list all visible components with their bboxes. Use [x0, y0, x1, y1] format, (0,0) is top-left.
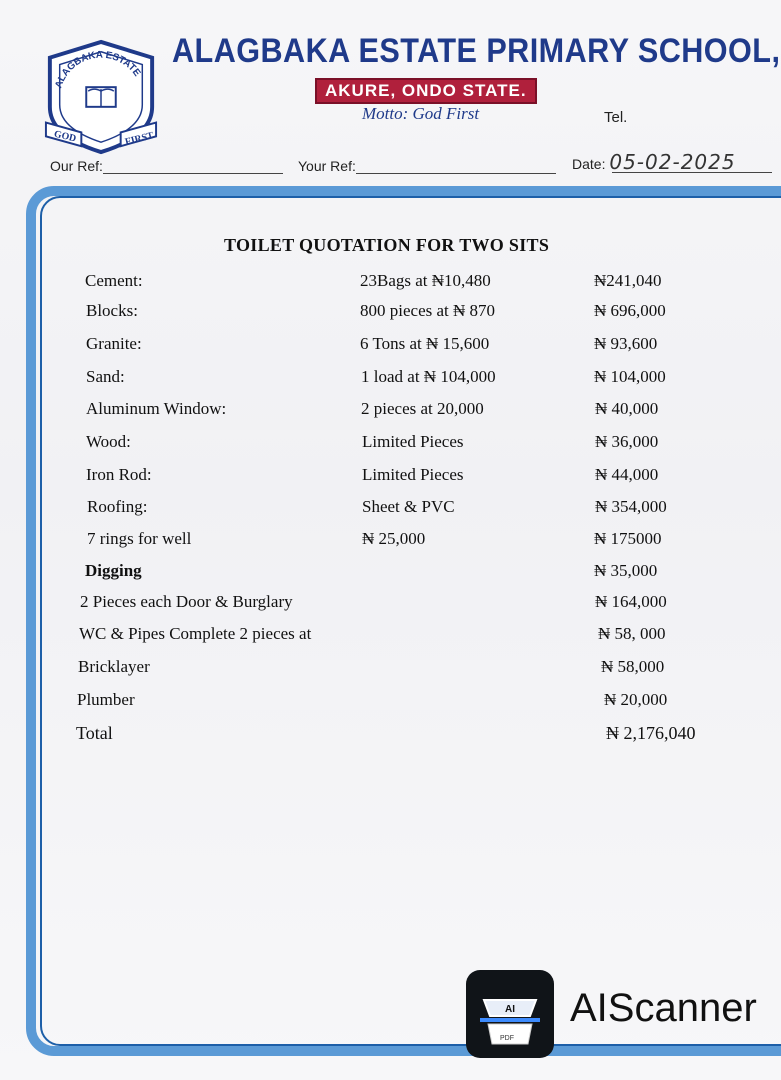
item-name: 7 rings for well — [87, 529, 192, 548]
quotation-row — [0, 592, 781, 622]
school-location-banner: AKURE, ONDO STATE. — [315, 78, 537, 104]
item-detail: 1 load at ₦ 104,000 — [361, 367, 496, 386]
item-amount: ₦ 93,600 — [594, 334, 658, 353]
quotation-row — [0, 432, 781, 462]
item-detail: 2 pieces at 20,000 — [361, 399, 484, 418]
item-name: Granite: — [86, 334, 142, 353]
item-name: WC & Pipes Complete 2 pieces at — [79, 624, 312, 643]
aiscanner-app-icon — [466, 970, 554, 1058]
quotation-row — [0, 271, 781, 301]
item-name: 2 Pieces each Door & Burglary — [80, 592, 293, 611]
item-amount: ₦ 40,000 — [595, 399, 659, 418]
badge-label: AI — [505, 1004, 515, 1015]
tel-label: Tel. — [604, 109, 628, 126]
school-crest-logo — [42, 38, 160, 156]
badge-sub: PDF — [500, 1035, 514, 1042]
item-name: Aluminum Window: — [86, 399, 227, 418]
item-detail: 6 Tons at ₦ 15,600 — [360, 334, 490, 353]
quotation-row — [0, 690, 781, 720]
quotation-row — [0, 399, 781, 429]
date-field — [572, 150, 736, 174]
item-name: Roofing: — [87, 497, 148, 516]
quotation-row — [0, 657, 781, 687]
item-name: Plumber — [77, 690, 135, 709]
item-name: Sand: — [86, 367, 125, 386]
scanner-icon — [466, 970, 554, 1058]
item-name: Iron Rod: — [86, 465, 152, 484]
date-underline — [612, 172, 772, 173]
quotation-row — [0, 529, 781, 559]
quotation-row — [0, 301, 781, 331]
item-detail: 23Bags at ₦10,480 — [360, 271, 491, 290]
item-amount: ₦ 36,000 — [595, 432, 659, 451]
item-name: Bricklayer — [78, 657, 150, 676]
item-detail: Sheet & PVC — [362, 497, 455, 516]
quotation-total-row — [0, 723, 781, 753]
quotation-row — [0, 334, 781, 364]
our-ref-label: Our Ref: — [50, 158, 103, 174]
quotation-row — [0, 465, 781, 495]
item-name: Cement: — [85, 271, 143, 290]
item-amount: ₦ 20,000 — [604, 690, 668, 709]
quotation-row — [0, 497, 781, 527]
svg-text:GOD: GOD — [52, 128, 78, 145]
item-amount: ₦ 354,000 — [595, 497, 667, 516]
svg-text:ALAGBAKA ESTATE: ALAGBAKA ESTATE — [53, 49, 143, 90]
school-motto: Motto: God First — [362, 104, 480, 123]
item-detail: 800 pieces at ₦ 870 — [360, 301, 496, 320]
item-amount: ₦ 58,000 — [601, 657, 665, 676]
item-amount: ₦ 696,000 — [594, 301, 666, 320]
item-detail: Limited Pieces — [362, 465, 464, 484]
item-amount: ₦ 164,000 — [595, 592, 667, 611]
item-amount: ₦ 175000 — [594, 529, 662, 548]
item-detail: ₦ 25,000 — [362, 529, 426, 548]
item-amount: ₦ 35,000 — [594, 561, 658, 580]
total-amount: ₦ 2,176,040 — [606, 723, 696, 743]
quotation-row — [0, 624, 781, 654]
item-amount: ₦ 44,000 — [595, 465, 659, 484]
svg-text:FIRST: FIRST — [123, 130, 155, 148]
item-detail: Limited Pieces — [362, 432, 464, 451]
your-ref-field — [298, 158, 556, 174]
quotation-row — [0, 367, 781, 397]
our-ref-field — [50, 158, 283, 174]
date-label: Date: — [572, 156, 606, 172]
item-name: Digging — [85, 561, 142, 580]
school-name: ALAGBAKA ESTATE PRIMARY SCHOOL, — [172, 32, 781, 70]
your-ref-label: Your Ref: — [298, 158, 356, 174]
quotation-title: TOILET QUOTATION FOR TWO SITS — [224, 235, 550, 255]
item-name: Blocks: — [86, 301, 138, 320]
item-amount: ₦ 58, 000 — [598, 624, 666, 643]
item-amount: ₦241,040 — [594, 271, 662, 290]
aiscanner-watermark-text: AIScanner — [570, 986, 757, 1030]
total-label: Total — [76, 723, 113, 743]
date-value: 05-02-2025 — [609, 150, 736, 174]
item-name: Wood: — [86, 432, 131, 451]
item-amount: ₦ 104,000 — [594, 367, 666, 386]
quotation-row — [0, 561, 781, 591]
